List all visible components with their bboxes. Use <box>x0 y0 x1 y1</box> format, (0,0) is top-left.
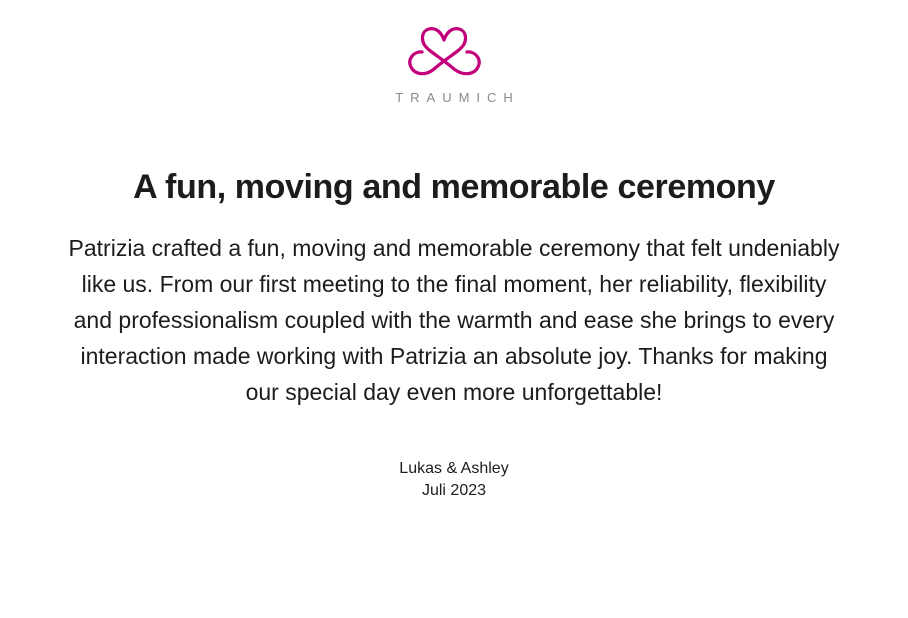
brand-logo <box>388 22 520 105</box>
page-title: A fun, moving and memorable ceremony <box>133 168 775 206</box>
testimonial-body: Patrizia crafted a fun, moving and memorable ceremony that felt undeniably like us. From our first meeting to the final moment, her reliability, flexibility and professionalism coupled with the warmth and ease she brings to every interaction made working with Patrizia an absolute joy. Thanks for making our special day even more unforgettable! <box>68 234 840 406</box>
signature-date: Juli 2023 <box>421 481 487 499</box>
brand-wordmark: TRAUMICH <box>395 90 520 105</box>
signature-author: Lukas & Ashley <box>399 460 509 478</box>
testimonial-content <box>54 105 854 502</box>
infinity-hearts-logo-icon <box>395 22 513 84</box>
testimonial-signature <box>54 458 854 501</box>
